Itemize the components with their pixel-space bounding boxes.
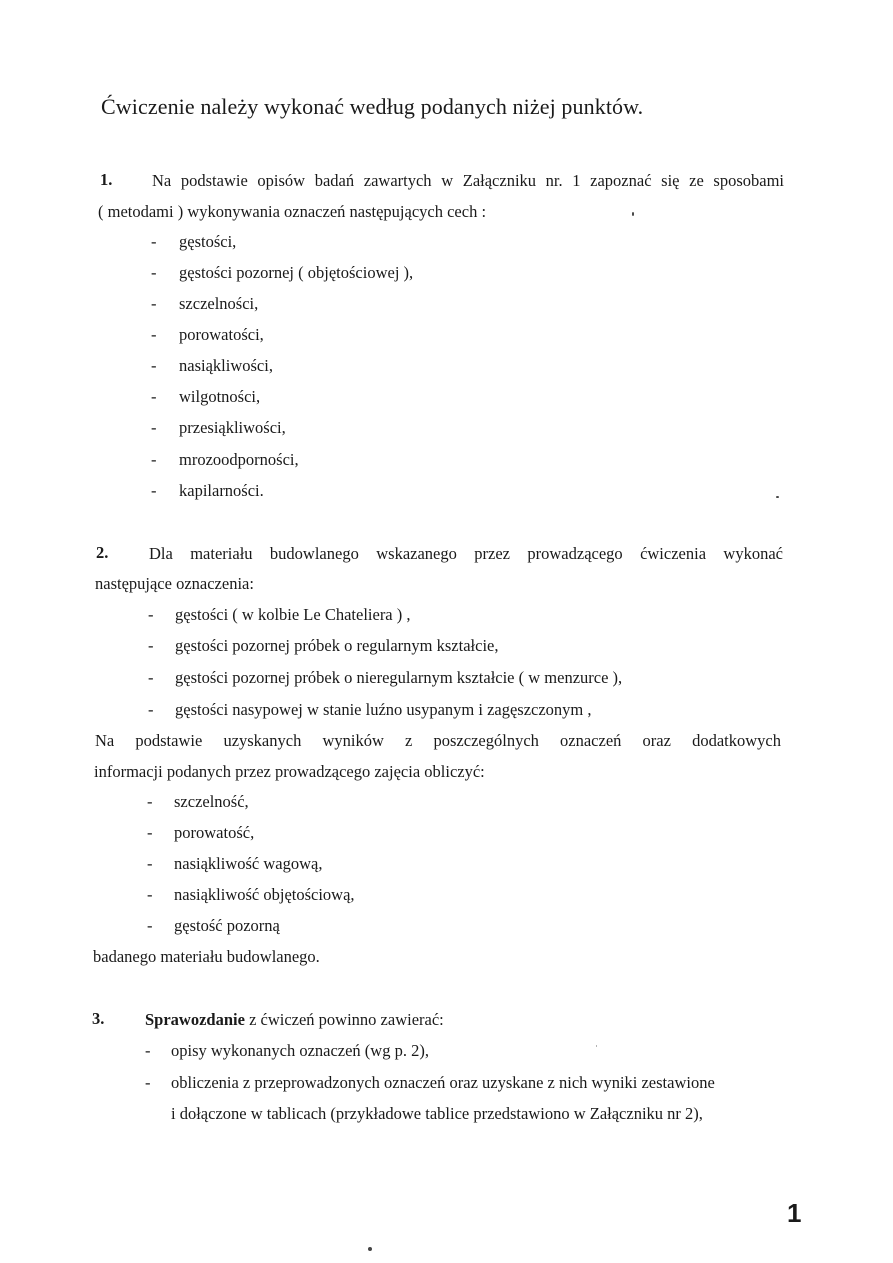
section-3-heading-bold: Sprawozdanie	[145, 1010, 245, 1029]
list-bullet: -	[148, 668, 154, 687]
list-bullet: -	[151, 481, 157, 500]
list-bullet: -	[151, 450, 157, 469]
section-2-intro-line-1: Dla materiału budowlanego wskazanego przez prowadzącego ćwiczenia wykonać	[149, 544, 783, 563]
list-bullet: -	[148, 700, 154, 719]
list-bullet: -	[147, 792, 153, 811]
list-item: gęstości pozornej próbek o nieregularnym kształcie ( w menzurce ),	[175, 668, 623, 687]
scan-speck	[632, 212, 634, 216]
list-item: porowatość,	[174, 823, 255, 842]
list-bullet: -	[147, 823, 153, 842]
list-item: kapilarności.	[179, 481, 264, 500]
list-item: obliczenia z przeprowadzonych oznaczeń oraz uzyskane z nich wyniki zestawione	[171, 1073, 715, 1092]
list-bullet: -	[151, 356, 157, 375]
list-item: gęstości pozornej ( objętościowej ),	[179, 263, 414, 282]
section-1-number: 1.	[100, 170, 113, 189]
list-item: porowatości,	[179, 325, 264, 344]
list-item: nasiąkliwości,	[179, 356, 273, 375]
scan-speck	[596, 1045, 597, 1047]
list-item-continuation: i dołączone w tablicach (przykładowe tablice przedstawiono w Załączniku nr 2),	[171, 1104, 703, 1123]
list-bullet: -	[147, 916, 153, 935]
list-bullet: -	[151, 263, 157, 282]
list-bullet: -	[151, 232, 157, 251]
list-bullet: -	[145, 1073, 151, 1092]
section-2-calc-line-1: Na podstawie uzyskanych wyników z poszczególnych oznaczeń oraz dodatkowych	[95, 731, 781, 750]
scan-speck	[776, 496, 779, 498]
page-number: 1	[787, 1198, 802, 1228]
list-item: szczelności,	[179, 294, 259, 313]
list-item: gęstości ( w kolbie Le Chateliera ) ,	[175, 605, 411, 624]
list-item: nasiąkliwość wagową,	[174, 854, 323, 873]
list-bullet: -	[145, 1041, 151, 1060]
section-2-intro-line-2: następujące oznaczenia:	[95, 574, 254, 593]
list-item: gęstości pozornej próbek o regularnym kształcie,	[175, 636, 499, 655]
section-2-number: 2.	[96, 543, 109, 562]
list-bullet: -	[147, 885, 153, 904]
list-item: opisy wykonanych oznaczeń (wg p. 2),	[171, 1041, 429, 1060]
scan-speck	[368, 1247, 372, 1251]
list-item: gęstości nasypowej w stanie luźno usypanym i zagęszczonym ,	[175, 700, 592, 719]
list-bullet: -	[151, 387, 157, 406]
section-2-closing: badanego materiału budowlanego.	[93, 947, 320, 966]
section-3-number: 3.	[92, 1009, 105, 1028]
list-item: gęstości,	[179, 232, 237, 251]
list-bullet: -	[148, 636, 154, 655]
list-item: nasiąkliwość objętościową,	[174, 885, 355, 904]
section-1-intro-line-2: ( metodami ) wykonywania oznaczeń następujących cech :	[98, 202, 487, 221]
list-bullet: -	[151, 325, 157, 344]
list-item: gęstość pozorną	[174, 916, 280, 935]
page-title: Ćwiczenie należy wykonać według podanych niżej punktów.	[101, 94, 644, 119]
section-3-heading-rest: z ćwiczeń powinno zawierać:	[244, 1010, 444, 1029]
list-item: przesiąkliwości,	[179, 418, 286, 437]
section-3-heading	[145, 1010, 444, 1030]
list-bullet: -	[148, 605, 154, 624]
section-1-intro-line-1: Na podstawie opisów badań zawartych w Załączniku nr. 1 zapoznać się ze sposobami	[152, 171, 784, 190]
list-item: mrozoodporności,	[179, 450, 299, 469]
section-2-calc-line-2: informacji podanych przez prowadzącego zajęcia obliczyć:	[94, 762, 485, 781]
list-bullet: -	[151, 418, 157, 437]
list-item: wilgotności,	[179, 387, 261, 406]
list-item: szczelność,	[174, 792, 249, 811]
list-bullet: -	[151, 294, 157, 313]
list-bullet: -	[147, 854, 153, 873]
